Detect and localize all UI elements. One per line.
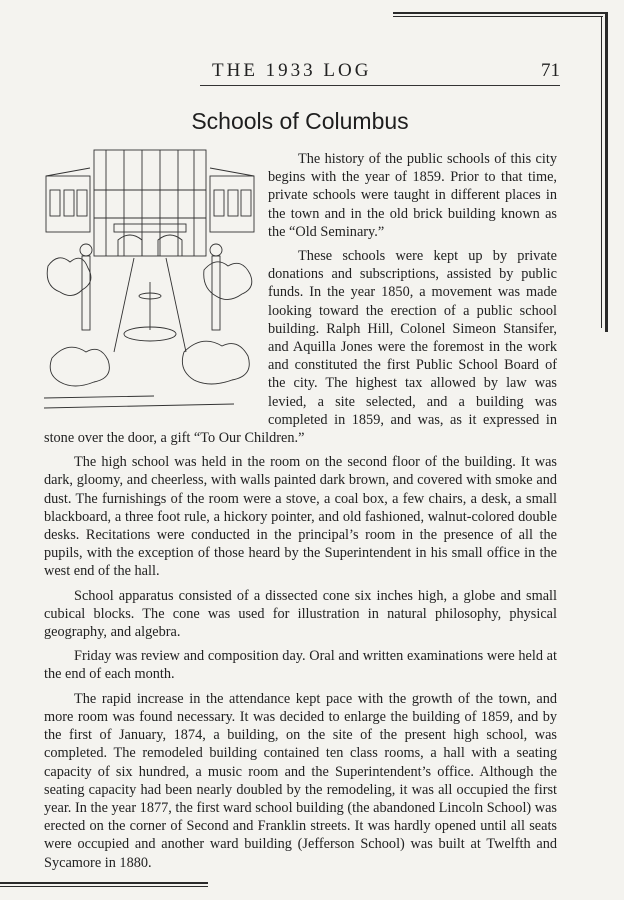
article-title: Schools of Columbus bbox=[191, 108, 409, 134]
bottom-border-rule bbox=[0, 882, 208, 884]
paragraph-5: Friday was review and composition day. Oral and written examinations were held at the end of each month. bbox=[44, 648, 557, 683]
top-border-rule bbox=[393, 12, 607, 14]
article-body bbox=[44, 150, 557, 878]
page-header bbox=[200, 58, 560, 90]
right-border-rule bbox=[605, 12, 608, 332]
paragraph-4: School apparatus consisted of a dissected cone six inches high, a globe and small cubical blocks. The cone was used for illustration in natural philosophy, physical geography, and algebra. bbox=[44, 587, 557, 641]
top-border-rule-thin bbox=[393, 16, 603, 17]
illustration-space bbox=[44, 150, 268, 412]
running-title: THE 1933 LOG bbox=[212, 60, 372, 81]
paragraph-3: The high school was held in the room on the second floor of the building. It was dark, gloomy, and cheerless, with walls painted dark brown, and covered with smoke and dust. The furnishings of the room were a stove, a coal box, a few chairs, a desk, a small blackboard, a three foot rule, a hickory pointer, and old fashioned, walnut-colored double desks. Recitations were conducted in the principal’s room in the presence of all the pupils, with the exception of those heard by the Superintendent in his small office in the west end of the hall. bbox=[44, 454, 557, 580]
paragraph-6: The rapid increase in the attendance kept pace with the growth of the town, and more room was found necessary. It was decided to enlarge the building of 1859, and by the first of January, 1874, a building, on the site of the present high school, was completed. The remodeled building contained ten class rooms, a hall with a seating capacity of six hundred, a music room and the Superintendent’s office. Although the seating capacity had been nearly doubled by the remodeling, it was all occupied the first year. In the year 1877, the first ward school building (the abandoned Lincoln School) was erected on the corner of Second and Franklin streets. It was hardly opened until all seats were occupied and another ward building (Jefferson School) was built at Twelfth and Sycamore in 1880. bbox=[44, 690, 557, 871]
header-rule bbox=[200, 85, 560, 86]
bottom-border-rule-thin bbox=[0, 886, 208, 887]
paragraph-1: The history of the public schools of this city begins with the year of 1859. Prior to that time, private schools were taught in different places in the town and in the old brick building known as the “Old Seminary.” bbox=[268, 151, 557, 240]
page-number: 71 bbox=[541, 60, 560, 81]
paragraph-2: These schools were kept up by private donations and subscriptions, assisted by public funds. In the year 1850, a movement was made looking toward the erection of a public school building. Ralph Hill, Colonel Simeon Stansifer, and Aquilla Jones were the foremost in the work and constituted the first Public School Board of the city. The highest tax allowed by law was levied, a site selected, and a building was completed in 1859, and was, as it expressed in stone over the door, a gift “To Our Children.” bbox=[44, 248, 557, 447]
right-border-rule-thin bbox=[601, 16, 602, 328]
